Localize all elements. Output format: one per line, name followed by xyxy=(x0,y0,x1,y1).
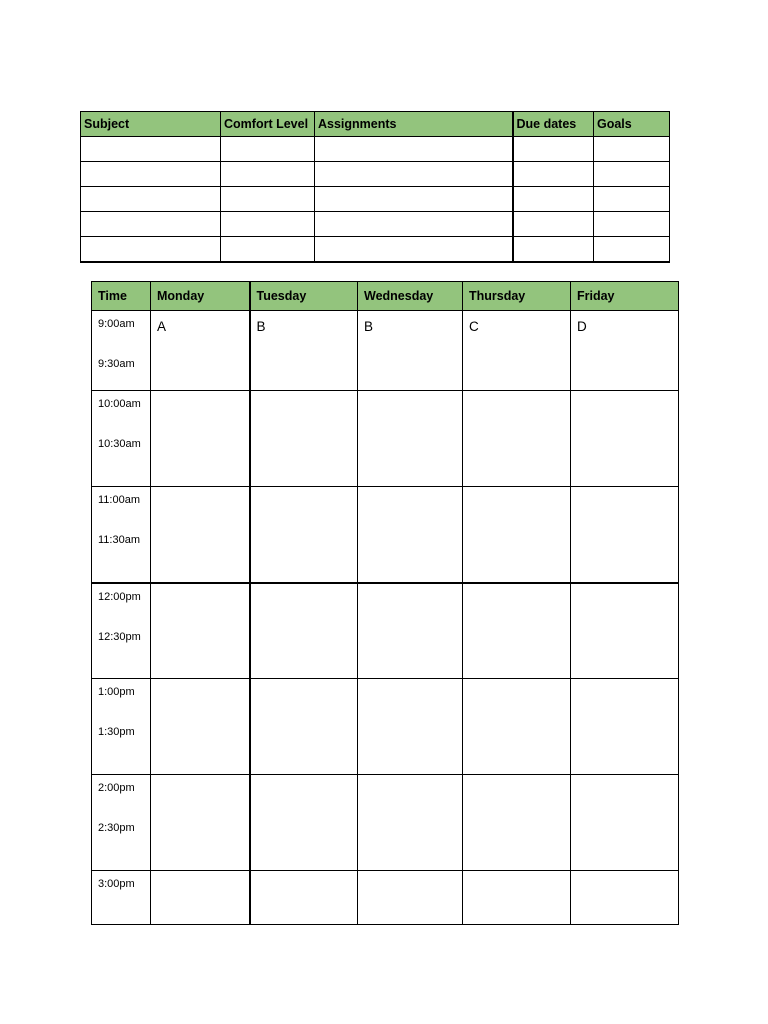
time-label: 1:30pm xyxy=(98,726,135,738)
time-label: 2:30pm xyxy=(98,822,135,834)
due-dates-cell[interactable] xyxy=(513,137,594,162)
time-slot xyxy=(92,311,151,391)
wednesday-cell[interactable] xyxy=(358,311,463,391)
subject-cell[interactable] xyxy=(81,187,221,212)
time-label: 10:30am xyxy=(98,438,141,450)
time-slot xyxy=(92,487,151,583)
time-slot xyxy=(92,391,151,487)
thursday-cell[interactable] xyxy=(463,391,571,487)
time-label: 2:00pm xyxy=(98,782,135,794)
header-friday: Friday xyxy=(571,282,679,311)
thursday-cell[interactable] xyxy=(463,311,571,391)
wednesday-cell[interactable] xyxy=(358,871,463,925)
subject-tracker-table xyxy=(80,111,670,263)
header-monday: Monday xyxy=(151,282,250,311)
goals-cell[interactable] xyxy=(594,137,670,162)
friday-cell[interactable] xyxy=(571,871,679,925)
cell-subject-letter: D xyxy=(577,319,587,334)
due-dates-cell[interactable] xyxy=(513,212,594,237)
friday-cell[interactable] xyxy=(571,487,679,583)
schedule-row-3pm xyxy=(92,871,679,925)
header-subject: Subject xyxy=(81,112,221,137)
due-dates-cell[interactable] xyxy=(513,162,594,187)
tuesday-cell[interactable] xyxy=(250,487,358,583)
header-assignments: Assignments xyxy=(315,112,513,137)
time-slot xyxy=(92,871,151,925)
tuesday-cell[interactable] xyxy=(250,871,358,925)
table-row xyxy=(81,137,670,162)
friday-cell[interactable] xyxy=(571,775,679,871)
schedule-row-12pm xyxy=(92,583,679,679)
time-label: 1:00pm xyxy=(98,686,135,698)
monday-cell[interactable] xyxy=(151,583,250,679)
monday-cell[interactable] xyxy=(151,311,250,391)
subject-cell[interactable] xyxy=(81,212,221,237)
cell-subject-letter: A xyxy=(157,319,167,334)
header-tuesday: Tuesday xyxy=(250,282,358,311)
wednesday-cell[interactable] xyxy=(358,679,463,775)
monday-cell[interactable] xyxy=(151,679,250,775)
friday-cell[interactable] xyxy=(571,311,679,391)
table-row xyxy=(81,187,670,212)
header-time: Time xyxy=(92,282,151,311)
cell-subject-letter: B xyxy=(364,319,374,334)
comfort-level-cell[interactable] xyxy=(221,187,315,212)
monday-cell[interactable] xyxy=(151,487,250,583)
weekly-schedule-table xyxy=(91,281,679,925)
assignments-cell[interactable] xyxy=(315,212,513,237)
schedule-row-10am xyxy=(92,391,679,487)
schedule-row-11am xyxy=(92,487,679,583)
tuesday-cell[interactable] xyxy=(250,679,358,775)
friday-cell[interactable] xyxy=(571,583,679,679)
header-wednesday: Wednesday xyxy=(358,282,463,311)
table-row xyxy=(81,212,670,237)
thursday-cell[interactable] xyxy=(463,679,571,775)
tracker-header-row xyxy=(81,112,670,137)
cell-subject-letter: B xyxy=(256,319,266,334)
comfort-level-cell[interactable] xyxy=(221,137,315,162)
subject-cell[interactable] xyxy=(81,137,221,162)
assignments-cell[interactable] xyxy=(315,162,513,187)
schedule-row-9am xyxy=(92,311,679,391)
monday-cell[interactable] xyxy=(151,871,250,925)
schedule-row-2pm xyxy=(92,775,679,871)
header-thursday: Thursday xyxy=(463,282,571,311)
monday-cell[interactable] xyxy=(151,391,250,487)
wednesday-cell[interactable] xyxy=(358,775,463,871)
time-label: 11:30am xyxy=(98,534,140,546)
goals-cell[interactable] xyxy=(594,237,670,263)
friday-cell[interactable] xyxy=(571,679,679,775)
tuesday-cell[interactable] xyxy=(250,583,358,679)
thursday-cell[interactable] xyxy=(463,775,571,871)
goals-cell[interactable] xyxy=(594,212,670,237)
wednesday-cell[interactable] xyxy=(358,487,463,583)
schedule-header-row xyxy=(92,282,679,311)
time-slot xyxy=(92,679,151,775)
comfort-level-cell[interactable] xyxy=(221,212,315,237)
header-due-dates: Due dates xyxy=(513,112,594,137)
subject-cell[interactable] xyxy=(81,237,221,263)
comfort-level-cell[interactable] xyxy=(221,162,315,187)
tuesday-cell[interactable] xyxy=(250,391,358,487)
thursday-cell[interactable] xyxy=(463,871,571,925)
cell-subject-letter: C xyxy=(469,319,479,334)
monday-cell[interactable] xyxy=(151,775,250,871)
wednesday-cell[interactable] xyxy=(358,391,463,487)
time-label: 12:30pm xyxy=(98,630,141,643)
tuesday-cell[interactable] xyxy=(250,311,358,391)
wednesday-cell[interactable] xyxy=(358,583,463,679)
time-label: 9:00am xyxy=(98,318,135,330)
header-comfort-level: Comfort Level xyxy=(221,112,315,137)
time-label: 10:00am xyxy=(98,398,141,410)
time-label: 3:00pm xyxy=(98,878,135,890)
time-label: 12:00pm xyxy=(98,590,141,603)
friday-cell[interactable] xyxy=(571,391,679,487)
due-dates-cell[interactable] xyxy=(513,187,594,212)
header-goals: Goals xyxy=(594,112,670,137)
assignments-cell[interactable] xyxy=(315,237,513,263)
assignments-cell[interactable] xyxy=(315,187,513,212)
time-label: 11:00am xyxy=(98,494,140,506)
schedule-row-1pm xyxy=(92,679,679,775)
subject-cell[interactable] xyxy=(81,162,221,187)
time-label: 9:30am xyxy=(98,358,135,370)
time-slot xyxy=(92,775,151,871)
goals-cell[interactable] xyxy=(594,162,670,187)
tuesday-cell[interactable] xyxy=(250,775,358,871)
due-dates-cell[interactable] xyxy=(513,237,594,263)
thursday-cell[interactable] xyxy=(463,487,571,583)
time-slot xyxy=(92,583,151,679)
table-row xyxy=(81,237,670,263)
comfort-level-cell[interactable] xyxy=(221,237,315,263)
goals-cell[interactable] xyxy=(594,187,670,212)
thursday-cell[interactable] xyxy=(463,583,571,679)
table-row xyxy=(81,162,670,187)
assignments-cell[interactable] xyxy=(315,137,513,162)
